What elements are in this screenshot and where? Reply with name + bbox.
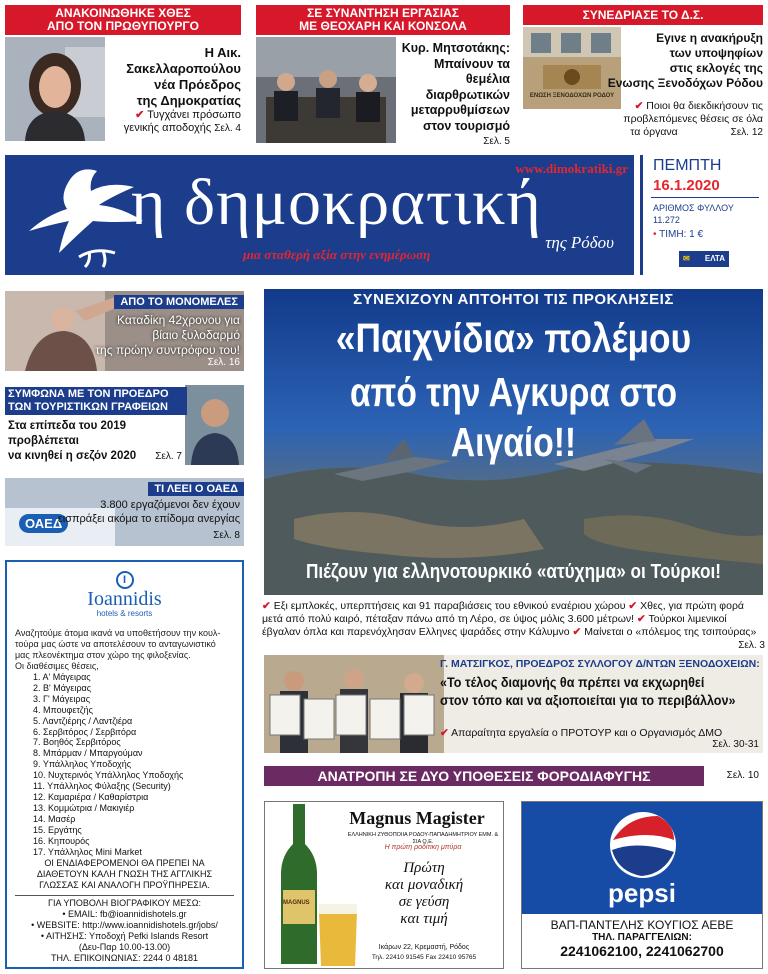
side-story-oaed[interactable]: [5, 478, 244, 546]
tax-banner-text: ΑΝΑΤΡΟΠΗ ΣΕ ΔΥΟ ΥΠΟΘΕΣΕΙΣ ΦΟΡΟΔΙΑΦΥΓΗΣ: [264, 766, 704, 786]
check-icon: ✔: [440, 727, 449, 739]
hotel-kicker: Γ. ΜΑΤΣΙΓΚΟΣ, ΠΡΟΕΔΡΟΣ ΣΥΛΛΟΓΟΥ Δ/ΝΤΩΝ ΞΕΝΟΔΟΧΕΙΩΝ:: [440, 658, 760, 670]
ad-line: τούρα μας ώστε να αποτελέσουν το ανταγωνιστικό: [15, 639, 216, 649]
kicker: ΣΥΜΦΩΝΑ ΜΕ ΤΟΝ ΠΡΟΕΔΡΟ: [8, 388, 169, 400]
headline-line: Ενωσης Ξενοδόχων Ρόδου: [607, 76, 763, 90]
position-item: 17. Υπάλληλος Mini Market: [33, 846, 142, 857]
magnus-brand: Magnus Magister: [349, 808, 485, 828]
ad-website[interactable]: • WEBSITE: http://www.ioannidishotels.gr/jobs/: [31, 920, 218, 931]
page-ref: Σελ. 8: [213, 530, 240, 541]
headline-line: νέα Πρόεδρος: [154, 77, 241, 92]
lead-headline-1: «Παιχνίδια» πολέμου: [335, 315, 692, 361]
issue-date: 16.1.2020: [653, 177, 720, 194]
lead-kicker: ΣΥΝΕΧΙΖΟΥΝ ΑΠΤΟΗΤΟΙ ΤΙΣ ΠΡΟΚΛΗΣΕΙΣ: [353, 291, 674, 308]
headline-line: μεταρρυθμίσεων: [410, 103, 510, 117]
kicker-bar: [5, 5, 241, 35]
position-item: 13. Κομμώτρια / Μακιγιέρ: [33, 802, 135, 813]
positions-list: [33, 672, 234, 857]
kicker-line2: ΑΠΟ ΤΟΝ ΠΡΩΘΥΠΟΥΡΓΟ: [47, 19, 199, 33]
page-ref: Σελ. 7: [155, 451, 182, 462]
story-line: βίαιο ξυλοδαρμό: [152, 328, 240, 342]
story-photo: [256, 37, 396, 143]
check-icon: ✔: [572, 626, 582, 638]
page-ref: Σελ. 16: [207, 357, 240, 368]
kicker: ΤΙ ΛΕΕΙ Ο ΟΑΕΔ: [148, 482, 244, 496]
magnus-ad[interactable]: [264, 801, 504, 969]
check-icon: ✔: [135, 109, 145, 121]
sub-line: Τυγχάνει πρόσωπο: [147, 109, 241, 121]
story-line: Καταδίκη 42χρονου για: [117, 313, 240, 327]
newspaper-subtitle: της Ρόδου: [545, 233, 614, 252]
issue-number: 11.272: [653, 215, 680, 225]
position-item: 16. Κηπουρός: [33, 835, 90, 846]
lead-bottom-headline: Πιέζουν για ελληνοτουρκικό «ατύχημα» οι Τούρκοι!: [305, 561, 722, 583]
hotel-sub: Απαραίτητα εργαλεία ο ΠΡΟΤΟΥΡ και ο Οργανισμός ΔΜΟ: [451, 727, 723, 739]
side-story-court[interactable]: [5, 291, 244, 371]
tagline: μια σταθερή αξία στην ενημέρωση: [243, 247, 431, 262]
lead-bullet: Χθες, για πρώτη φορά μετά από πολύ καιρό, πέταξαν πάνω από τη Λέρο, σε ύψος μόλις 3.600 μέτρων!: [262, 600, 744, 625]
position-item: 1. Α' Μάγειρας: [33, 672, 91, 682]
price: • ΤΙΜΗ: 1 €: [653, 229, 704, 240]
ioannidis-ad[interactable]: [5, 560, 244, 969]
top-story-hoteliers[interactable]: [523, 5, 763, 145]
lead-headline-2: από την Αγκυρα στο Αιγαίο!!: [349, 369, 678, 465]
story-line: να κινηθεί η σεζόν 2020: [8, 450, 137, 462]
page-ref: Σελ. 3: [738, 640, 765, 651]
story-line: 3.800 εργαζόμενοι δεν έχουν: [100, 499, 240, 511]
issue-day: ΠΕΜΠΤΗ: [653, 157, 722, 174]
page-ref: Σελ. 30-31: [712, 739, 759, 750]
masthead: [5, 155, 634, 275]
ioannidis-brand: Ioannidis: [87, 588, 162, 610]
kicker-bar: [523, 5, 763, 25]
slogan-line: σε γεύση: [398, 894, 450, 910]
check-icon: ✔: [262, 600, 271, 612]
hotel-headline-line: «Το τέλος διαμονής θα πρέπει να εκχωρηθεί: [440, 674, 705, 690]
pepsi-brand: pepsi: [608, 878, 676, 908]
woman-portrait-icon: [5, 37, 105, 141]
position-item: 10. Νυχτερινός Υπάλληλος Υποδοχής: [33, 770, 184, 781]
check-icon: ✔: [636, 613, 646, 625]
ad-line: (Δευ-Παρ 10.00-13.00): [78, 942, 171, 953]
top-story-president[interactable]: [5, 5, 241, 145]
side-story-tourism[interactable]: [5, 385, 244, 465]
tax-banner[interactable]: [264, 766, 763, 786]
position-item: 5. Λαντζιέρης / Λαντζιέρα: [33, 715, 133, 726]
magnus-tag: Η πρώτη ροδίτικη μπύρα: [384, 844, 462, 851]
ad-line: ΔΙΑΘΕΤΟΥΝ ΚΑΛΗ ΓΝΩΣΗ ΤΗΣ ΑΓΓΛΙΚΗΣ: [36, 869, 213, 880]
headline-line: στις εκλογές της: [669, 61, 763, 75]
issue-label: ΑΡΙΘΜΟΣ ΦΥΛΛΟΥ: [653, 203, 734, 213]
top-story-mitsotakis[interactable]: [256, 5, 510, 145]
position-item: 6. Σερβιτόρος / Σερβιτόρα: [33, 726, 137, 737]
elta-text: ΕΛΤΑ: [704, 254, 725, 263]
slogan-line: και μοναδική: [384, 877, 464, 893]
sub-line: τα όργανα: [630, 126, 678, 138]
hotel-story[interactable]: [264, 655, 763, 753]
position-item: 8. Μπάρμαν / Μπαργούμαν: [33, 748, 143, 759]
headline-line: Εγινε η ανακήρυξη: [656, 31, 763, 45]
sub-line: προβλεπόμενες θέσεις σε όλα: [623, 113, 763, 125]
newspaper-title: η δημοκρατική: [131, 166, 542, 239]
slogan-line: και τιμή: [400, 911, 448, 927]
website[interactable]: www.dimokratiki.gr: [515, 161, 628, 176]
kicker: ΣΕ ΣΥΝΑΝΤΗΣΗ ΕΡΓΑΣΙΑΣ: [307, 6, 459, 20]
meeting-photo-icon: [256, 37, 396, 143]
bottle-label: MAGNUS: [283, 900, 310, 906]
kicker: ΑΝΑΚΟΙΝΩΘΗΚΕ ΧΘΕΣ: [55, 6, 191, 20]
pepsi-dealer: ΒΑΠ-ΠΑΝΤΕΛΗΣ ΚΟΥΓΙΟΣ ΑΕΒΕ: [550, 918, 734, 932]
kicker-line2: ΜΕ ΘΕΟΧΑΡΗ ΚΑΙ ΚΟΝΣΟΛΑ: [299, 19, 467, 33]
elta-badge: [679, 251, 729, 267]
magnus-address: Ικάρων 22, Κρεμαστή, Ρόδος: [378, 944, 470, 951]
ad-line: • ΑΙΤΗΣΗΣ: Υποδοχή Pefki Islands Resort: [40, 931, 209, 942]
position-item: 15. Εργάτης: [33, 824, 82, 835]
kicker: ΑΠΟ ΤΟ ΜΟΝΟΜΕΛΕΣ: [114, 295, 244, 309]
ad-line: ΟΙ ΕΝΔΙΑΦΕΡΟΜΕΝΟΙ ΘΑ ΠΡΕΠΕΙ ΝΑ: [44, 858, 205, 869]
position-item: 9. Υπάλληλος Υποδοχής: [33, 759, 132, 770]
sub-line: γενικής αποδοχής: [123, 122, 212, 134]
headline-line: στον τουρισμό: [422, 118, 510, 133]
headline-line: Μπαίνουν τα θεμέλια: [434, 56, 510, 86]
check-icon: ✔: [628, 600, 638, 612]
pepsi-order-label: ΤΗΛ. ΠΑΡΑΓΓΕΛΙΩΝ:: [592, 932, 692, 943]
page-ref: Σελ. 12: [730, 127, 763, 138]
story-photo: [523, 27, 621, 109]
ad-line: ΓΙΑ ΥΠΟΒΟΛΗ ΒΙΟΓΡΑΦΙΚΟΥ ΜΕΣΩ:: [48, 898, 201, 909]
pepsi-globe-icon: [608, 810, 678, 880]
issue-info: [640, 155, 763, 275]
kicker-line2: ΤΩΝ ΤΟΥΡΙΣΤΙΚΩΝ ΓΡΑΦΕΙΩΝ: [8, 401, 168, 413]
story-line: εισπράξει ακόμα το επίδομα ανεργίας: [57, 513, 240, 525]
headline-line: Η Αικ. Σακελλαροπούλου: [126, 45, 241, 76]
magnus-phones: Τηλ. 22410 91545 Fax 22410 95765: [371, 954, 477, 961]
position-item: 11. Υπάλληλος Φύλαξης (Security): [33, 781, 171, 792]
story-photo: [5, 37, 105, 141]
man-portrait-icon: [185, 385, 244, 465]
elta-icon: ✉: [683, 254, 690, 263]
check-icon: ✔: [634, 100, 644, 112]
oaed-logo: ΟΑΕΔ: [19, 514, 68, 533]
award-photo-icon: [264, 655, 444, 753]
ioannidis-logo-icon: I: [116, 571, 134, 589]
sub-line: Ποιοι θα διεκδικήσουν τις: [646, 100, 763, 112]
headline-line: της Δημοκρατίας: [136, 93, 241, 108]
story-line: της πρώην συντρόφου του!: [95, 343, 240, 357]
page-ref: Σελ. 10: [726, 770, 759, 781]
hotel-headline-line: στον τόπο και να αξιοποιείται για το περιβάλλον»: [440, 692, 736, 708]
ioannidis-brand-sub: hotels & resorts: [96, 609, 153, 618]
headline-line: διαρθρωτικών: [425, 87, 510, 102]
lead-bullet: Τούρκοι λιμενικοί έβγαλαν όπλα και παρενόχλησαν Ελληνες ψαράδες στην Κάλυμνο: [262, 613, 727, 638]
headline-line: Κυρ. Μητσοτάκης:: [401, 41, 510, 55]
ad-line: ΓΛΩΣΣΑΣ ΚΑΙ ΑΝΑΛΟΓΗ ΠΡΟΫΠΗΡΕΣΙΑ.: [39, 880, 210, 891]
ad-phone: ΤΗΛ. ΕΠΙΚΟΙΝΩΝΙΑΣ: 2244 0 48181: [50, 953, 199, 964]
kicker-bar: [256, 5, 510, 35]
lead-body: [262, 600, 765, 652]
ad-email[interactable]: • EMAIL: fb@ioannidishotels.gr: [62, 909, 187, 920]
building-sign: ΕΝΩΣΗ ΞΕΝΟΔΟΧΩΝ ΡΟΔΟΥ: [529, 93, 615, 99]
position-item: 7. Βοηθός Σερβιτόρος: [33, 737, 121, 748]
headline-line: των υποψηφίων: [669, 46, 763, 60]
ad-line: Αναζητούμε άτομα ικανά να υποθετήσουν την κουλ-: [15, 628, 221, 638]
position-item: 14. Μασέρ: [33, 813, 76, 824]
story-line: Στα επίπεδα του 2019 προβλέπεται: [8, 420, 127, 447]
lead-bullet: Μαίνεται ο «πόλεμος της τσιπούρας»: [584, 626, 757, 638]
pepsi-phones: 2241062100, 2241062700: [560, 943, 724, 959]
position-item: 3. Γ' Μάγειρας: [33, 693, 91, 704]
ad-line: μας πλεονέκτημα στον χώρο της φιλοξενίας.: [15, 650, 191, 660]
lead-story[interactable]: [264, 289, 763, 595]
kicker: ΣΥΝΕΔΡΙΑΣΕ ΤΟ Δ.Σ.: [582, 8, 704, 22]
position-item: 4. Μπουφετζής: [33, 704, 93, 715]
position-item: 2. Β' Μάγειρας: [33, 682, 92, 693]
price-text: ΤΙΜΗ: 1 €: [659, 229, 704, 240]
page-ref: Σελ. 4: [214, 123, 241, 134]
magnus-company: ΕΛΛΗΝΙΚΗ ΖΥΘΟΠΟΙΙΑ ΡΟΔΟΥ-ΠΑΠΑΔΗΜΗΤΡΙΟΥ ΕΜΜ. & ΣΙΑ Ο.Ε.: [347, 832, 499, 845]
ad-line: Οι διαθέσιμες θέσεις,: [15, 661, 99, 671]
page-ref: Σελ. 5: [483, 136, 510, 147]
slogan-line: Πρώτη: [403, 860, 445, 876]
pepsi-ad[interactable]: [521, 801, 763, 969]
lead-bullet: Εξι εμπλοκές, υπερπτήσεις και 91 παραβιάσεις του εθνικού εναέριου χώρου: [273, 600, 626, 612]
position-item: 12. Καμαριέρα / Καθαρίστρια: [33, 791, 149, 802]
